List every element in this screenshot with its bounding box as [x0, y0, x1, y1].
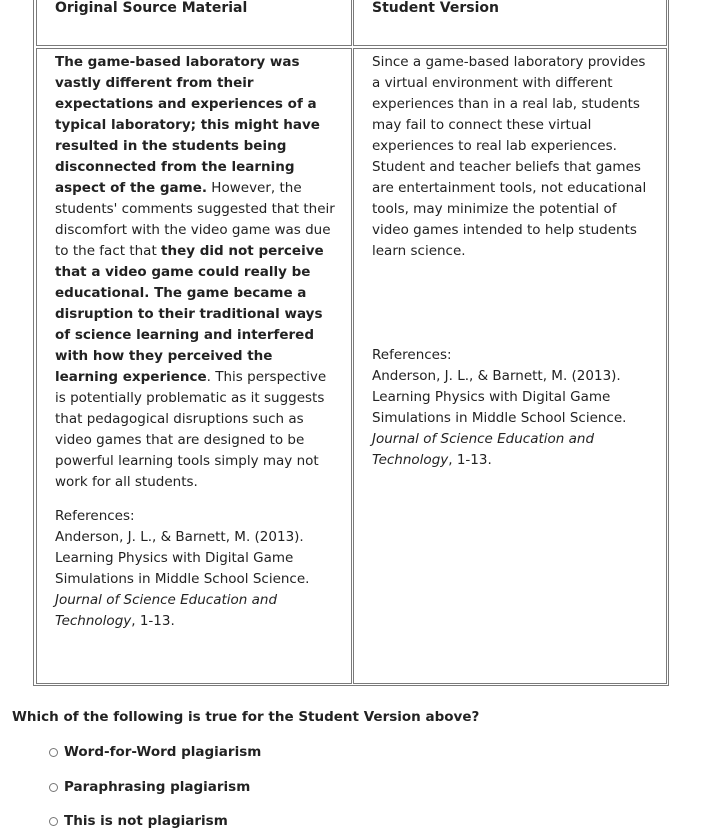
header-student: Student Version — [372, 0, 499, 16]
student-ref-pages: , 1-13. — [448, 452, 492, 468]
original-ref-pages: , 1-13. — [131, 613, 175, 629]
header-student-cell — [353, 0, 667, 46]
original-ref-journal: Journal of Science Education and Technology — [55, 592, 278, 629]
original-citation — [55, 527, 337, 632]
option-not-plagiarism[interactable] — [49, 813, 228, 829]
header-original: Original Source Material — [55, 0, 248, 16]
original-bold-1: The game-based laboratory was vastly different from their expectations and experiences of a typical laboratory; this might have resulted in the students being disconnected from the learning aspect of the game. — [55, 54, 320, 196]
original-source-cell — [36, 48, 352, 684]
option-label: This is not plagiarism — [64, 813, 228, 829]
option-label: Word-for-Word plagiarism — [64, 744, 262, 760]
header-original-cell — [36, 0, 352, 46]
original-ref-authors: Anderson, J. L., & Barnett, M. (2013). Learning Physics with Digital Game Simulations in Middle School Science. — [55, 529, 310, 587]
student-refs-label: References: — [372, 347, 452, 363]
option-paraphrasing[interactable] — [49, 779, 250, 795]
original-references — [55, 506, 337, 632]
radio-button-icon[interactable] — [49, 783, 58, 792]
radio-button-icon[interactable] — [49, 748, 58, 757]
original-plain-1: However, the students' comments suggested that their discomfort with the video game was due to the fact that — [55, 180, 335, 259]
original-source-text — [55, 52, 337, 632]
student-references — [372, 345, 654, 471]
option-label: Paraphrasing plagiarism — [64, 779, 251, 795]
student-ref-authors: Anderson, J. L., & Barnett, M. (2013). Learning Physics with Digital Game Simulations in Middle School Science. — [372, 368, 627, 426]
original-refs-label: References: — [55, 508, 135, 524]
student-ref-journal: Journal of Science Education and Technology — [372, 431, 595, 468]
comparison-table — [33, 0, 669, 686]
student-passage: Since a game-based laboratory provides a virtual environment with different experiences than in a real lab, students may fail to connect these virtual experiences to real lab experiences. Student and teacher beliefs that games are entertainment tools, not educational tools, may minimize the potential of video games intended to help students learn science. — [372, 54, 647, 259]
question-prompt: Which of the following is true for the Student Version above? — [12, 709, 480, 725]
student-version-cell — [353, 48, 667, 684]
original-passage — [55, 52, 337, 493]
student-citation — [372, 366, 654, 471]
original-bold-2: they did not perceive that a video game could really be educational. The game became a disruption to their traditional ways of science learning and interfered with how they perceived the learning experience — [55, 243, 324, 385]
student-version-text — [372, 52, 654, 262]
radio-button-icon[interactable] — [49, 817, 58, 826]
original-plain-2: . This perspective is potentially problematic as it suggests that pedagogical disruptions such as video games that are designed to be powerful learning tools simply may not work for all students. — [55, 369, 327, 490]
option-word-for-word[interactable] — [49, 744, 261, 760]
